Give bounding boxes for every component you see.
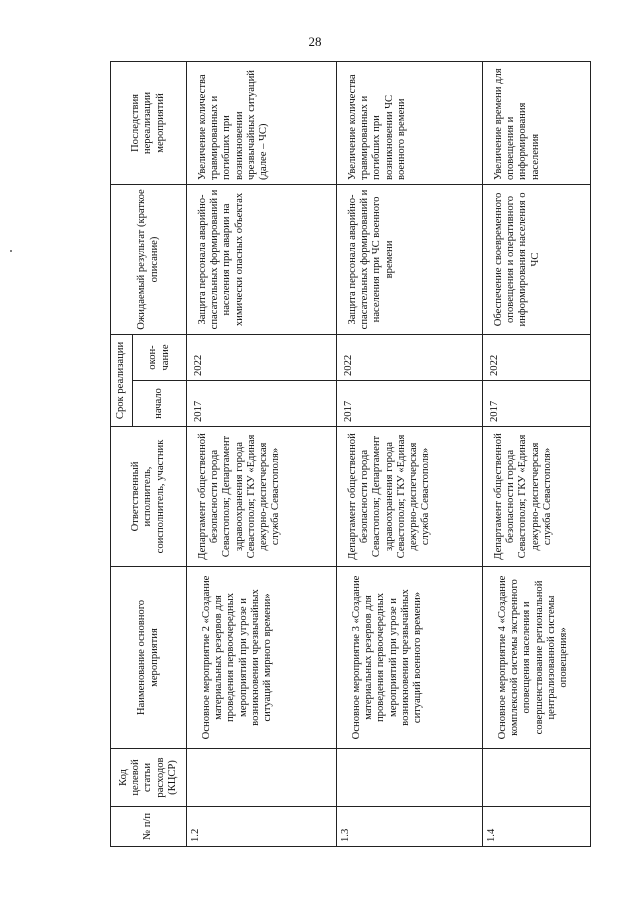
header-result: Ожидаемый результат (краткое описание) bbox=[111, 184, 187, 334]
rotated-table-wrapper bbox=[110, 62, 590, 847]
table-row bbox=[187, 61, 337, 846]
header-kcsr: Код целевой статьи расходов (КЦСР) bbox=[111, 749, 187, 807]
page-number: 28 bbox=[308, 34, 322, 49]
header-consequences: Последствия нереализации мероприятий bbox=[111, 61, 187, 184]
row-name: Основное мероприятие 2 «Создание материальных резервов для проведения первоочередных мероприятий при угрозе и возникновении чрезвычайных ситуаций мирного времени» bbox=[187, 567, 337, 749]
row-start: 2017 bbox=[337, 381, 483, 427]
row-result: Защита персонала аварийно-спасательных формирований и населения при аварии на химически опасных объектах bbox=[187, 184, 337, 334]
row-name: Основное мероприятие 4 «Создание комплексной системы экстренного оповещения населения и совершенствование региональной централизованной системы оповещения» bbox=[483, 567, 591, 749]
row-kcsr bbox=[337, 749, 483, 807]
row-end: 2022 bbox=[337, 334, 483, 380]
activities-table bbox=[110, 61, 591, 847]
row-kcsr bbox=[187, 749, 337, 807]
table-row bbox=[337, 61, 483, 846]
row-consequences: Увеличение количества травмированных и погибших при возникновении чрезвычайных ситуаций (далее – ЧС) bbox=[187, 61, 337, 184]
row-end: 2022 bbox=[187, 334, 337, 380]
row-consequences: Увеличение количества травмированных и погибших при возникновении ЧС военного времени bbox=[337, 61, 483, 184]
header-start: начало bbox=[133, 381, 187, 427]
row-end: 2022 bbox=[483, 334, 591, 380]
table-row bbox=[483, 61, 591, 846]
row-start: 2017 bbox=[483, 381, 591, 427]
header-num: № п/п bbox=[111, 807, 187, 847]
row-num: 1.4 bbox=[483, 807, 591, 847]
row-name: Основное мероприятие 3 «Создание материальных резервов для проведения первоочередных мероприятий при угрозе и возникновении чрезвычайных ситуаций военного времени» bbox=[337, 567, 483, 749]
header-period: Срок реализации bbox=[111, 334, 133, 426]
row-executor: Департамент общественной безопасности города Севастополя; ГКУ «Единая дежурно-диспетчерская служба Севастополя» bbox=[483, 427, 591, 567]
row-executor: Департамент общественной безопасности города Севастополя; Департамент здравоохранения города Севастополя; ГКУ «Единая дежурно-диспетчерская служба Севастополя» bbox=[187, 427, 337, 567]
header-executor: Ответственный исполнитель, соисполнитель, участник bbox=[111, 427, 187, 567]
header-name: Наименование основного мероприятия bbox=[111, 567, 187, 749]
row-num: 1.3 bbox=[337, 807, 483, 847]
row-start: 2017 bbox=[187, 381, 337, 427]
row-kcsr bbox=[483, 749, 591, 807]
row-num: 1.2 bbox=[187, 807, 337, 847]
row-executor: Департамент общественной безопасности города Севастополя; Департамент здравоохранения города Севастополя; ГКУ «Единая дежурно-диспетчерская служба Севастополя» bbox=[337, 427, 483, 567]
row-consequences: Увеличение времени для оповещения и информирования населения bbox=[483, 61, 591, 184]
header-end: окон-чание bbox=[133, 334, 187, 380]
row-result: Защита персонала аварийно-спасательных формирований и населения при ЧС военного времени bbox=[337, 184, 483, 334]
scan-speck bbox=[10, 250, 12, 252]
row-result: Обеспечение своевременного оповещения и оперативного информирования населения о ЧС bbox=[483, 184, 591, 334]
